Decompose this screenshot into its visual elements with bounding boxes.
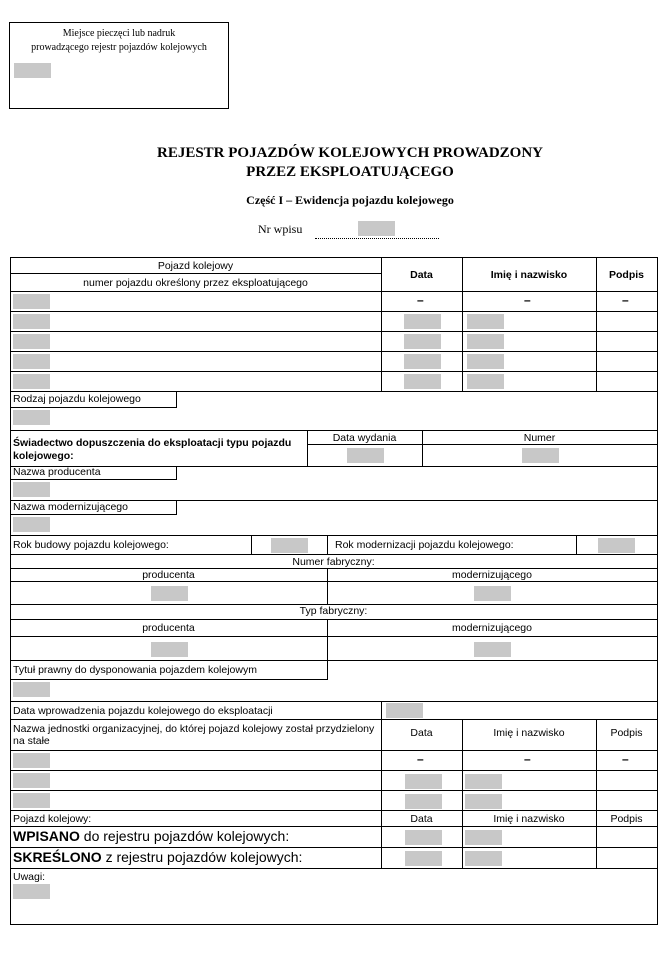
remarks-field[interactable] [13,884,50,899]
vehicle-type-field[interactable] [13,410,50,425]
vehicle-header: Pojazd kolejowy [157,260,234,272]
vehicle-number-field[interactable] [13,374,50,389]
registered-rest: do rejestru pojazdów kolejowych: [79,828,290,844]
number-label: Numer [523,432,556,444]
dash-date: – [417,752,424,766]
registered-name-field[interactable] [465,830,502,845]
date-field[interactable] [404,334,441,349]
modernization-year-field[interactable] [598,538,635,553]
org-unit-field[interactable] [13,753,50,768]
name-field[interactable] [465,794,502,809]
name-field[interactable] [467,374,504,389]
date-field[interactable] [404,354,441,369]
factory-number-producer-field[interactable] [151,586,188,601]
modernizer-name-label: Nazwa modernizującego [13,501,128,513]
nr-wpisu-line [315,238,439,239]
page-title-line1: REJESTR POJAZDÓW KOLEJOWYCH PROWADZONY [156,145,543,161]
dash-sign: – [622,293,629,307]
col-name-header: Imię i nazwisko [490,269,568,281]
removed-name-field[interactable] [465,851,502,866]
issue-date-field[interactable] [347,448,384,463]
status-col-name: Imię i nazwisko [493,813,565,825]
factory-number-modernizer-label: modernizującego [452,569,532,581]
org-col-name: Imię i nazwisko [493,727,565,739]
org-col-sign: Podpis [610,727,643,739]
registered-label [13,828,289,844]
dash-name: – [524,293,531,307]
modernizer-name-field[interactable] [13,517,50,532]
stamp-field[interactable] [14,63,51,78]
vehicle-number-field[interactable] [13,294,50,309]
name-field[interactable] [465,774,502,789]
vehicle-number-field[interactable] [13,354,50,369]
name-field[interactable] [467,334,504,349]
build-year-field[interactable] [271,538,308,553]
stamp-text-line2: prowadzącego rejestr pojazdów kolejowych [31,42,207,53]
remarks-label: Uwagi: [13,871,46,883]
factory-type-modernizer-field[interactable] [474,642,511,657]
certificate-number-field[interactable] [522,448,559,463]
dash-sign: – [622,752,629,766]
date-field[interactable] [404,374,441,389]
status-col-date: Data [410,813,433,825]
vehicle-number-field[interactable] [13,314,50,329]
vehicle-status-label: Pojazd kolejowy: [13,813,92,825]
legal-title-label: Tytuł prawny do dysponowania pojazdem kolejowym [13,664,257,676]
legal-title-field[interactable] [13,682,50,697]
factory-number-producer-label: producenta [142,569,195,581]
dash-date: – [417,293,424,307]
removed-bold: SKREŚLONO [13,849,102,865]
date-field[interactable] [405,774,442,789]
removed-label [13,849,302,865]
date-field[interactable] [404,314,441,329]
nr-wpisu-field[interactable] [358,221,395,236]
registered-date-field[interactable] [405,830,442,845]
status-col-sign: Podpis [610,813,643,825]
page-title-line2: PRZEZ EKSPLOATUJĄCEGO [246,164,454,180]
factory-type-modernizer-label: modernizującego [452,622,532,634]
dash-name: – [524,752,531,766]
name-field[interactable] [467,314,504,329]
name-field[interactable] [467,354,504,369]
part-title: Część I – Ewidencja pojazdu kolejowego [246,193,454,207]
date-field[interactable] [405,794,442,809]
factory-number-label: Numer fabryczny: [292,556,375,568]
stamp-box [9,22,229,109]
issue-date-label: Data wydania [332,432,397,444]
stamp-text-line1: Miejsce pieczęci lub nadruk [62,28,176,39]
factory-type-producer-field[interactable] [151,642,188,657]
org-col-date: Data [410,727,433,739]
col-sign-header: Podpis [608,269,644,281]
removed-rest: z rejestru pojazdów kolejowych: [101,849,303,865]
removed-date-field[interactable] [405,851,442,866]
nr-wpisu-label: Nr wpisu [258,222,303,236]
producer-name-label: Nazwa producenta [13,466,101,478]
vehicle-type-label: Rodzaj pojazdu kolejowego [13,393,141,405]
commission-date-field[interactable] [386,703,423,718]
org-unit-label: Nazwa jednostki organizacyjnej, do której pojazd kolejowy został przydzielony na stałe [13,723,375,747]
modernization-year-label: Rok modernizacji pojazdu kolejowego: [335,539,514,551]
commission-date-label: Data wprowadzenia pojazdu kolejowego do eksploatacji [13,705,273,717]
vehicle-subheader: numer pojazdu określony przez eksploatującego [83,277,308,289]
factory-number-modernizer-field[interactable] [474,586,511,601]
producer-name-field[interactable] [13,482,50,497]
certificate-label: Świadectwo dopuszczenia do eksploatacji typu pojazdu kolejowego: [13,437,292,462]
registered-bold: WPISANO [13,828,80,844]
factory-type-label: Typ fabryczny: [299,605,368,617]
col-date-header: Data [410,269,433,281]
org-unit-field[interactable] [13,773,50,788]
org-unit-field[interactable] [13,793,50,808]
vehicle-number-field[interactable] [13,334,50,349]
build-year-label: Rok budowy pojazdu kolejowego: [13,539,169,551]
factory-type-producer-label: producenta [142,622,195,634]
